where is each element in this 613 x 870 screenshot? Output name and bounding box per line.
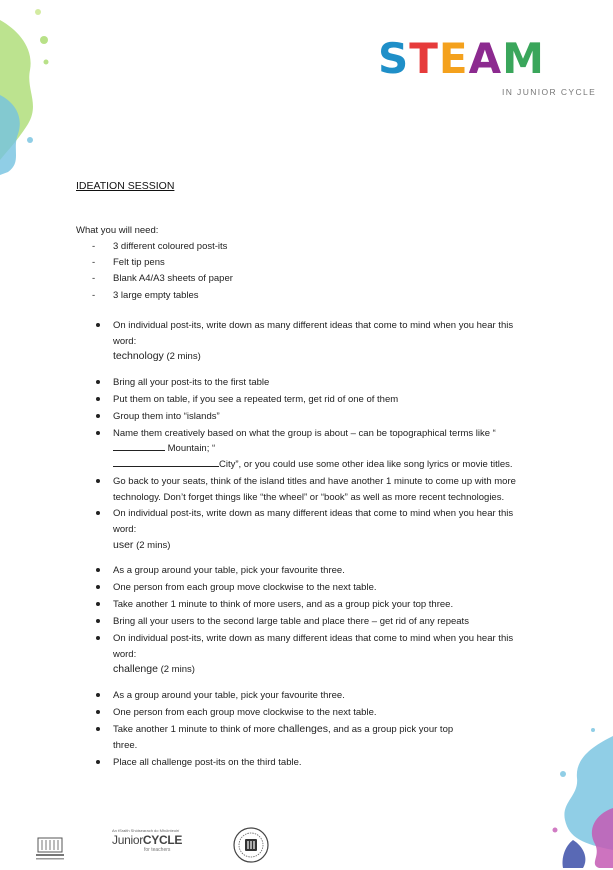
steam-logo-subtitle: IN JUNIOR CYCLE [502, 87, 597, 97]
fill-in-blank [113, 457, 219, 467]
step-time: (2 mins) [166, 351, 201, 363]
steam-logo-letter: M [502, 34, 545, 83]
step-text: On individual post-its, write down as many different ideas that come to mind when you hear this word: [113, 508, 514, 536]
list-item: - Blank A4/A3 sheets of paper [92, 272, 233, 288]
top-left-paint-splash [0, 0, 70, 175]
materials-intro: What you will need: [76, 225, 159, 236]
steam-logo-letter: S [378, 34, 410, 83]
junior-cycle-wordmark: JuniorCYCLE [112, 833, 183, 847]
circular-crest-logo [232, 825, 270, 865]
step-text: On individual post-its, write down as many different ideas that come to mind when you hear this word: [113, 633, 514, 660]
list-item: Go back to your seats, think of the island titles and have another 1 minute to come up with more technology. Don’t forget things like “the wheel” or “book” as well as more recent technologies. [96, 474, 526, 505]
list-item: As a group around your table, pick your favourite three. [96, 688, 526, 704]
list-item: Place all challenge post-its on the third table. [96, 755, 526, 771]
list-item: As a group around your table, pick your favourite three. [96, 563, 526, 579]
steam-logo [378, 34, 598, 104]
government-harp-logo [34, 830, 66, 870]
step-time: (2 mins) [136, 539, 171, 551]
steam-logo-text [378, 34, 598, 84]
fill-in-blank [113, 441, 165, 451]
list-item: One person from each group move clockwise to the next table. [96, 705, 526, 721]
steam-logo-letter: A [468, 34, 503, 83]
materials-list [92, 240, 233, 305]
list-item: Take another 1 minute to think of more users, and as a group pick your top three. [96, 597, 526, 613]
list-item: Name them creatively based on what the group is about – can be topographical terms like “ Mountain; “ City”, or you could use some other idea like song lyrics or movie titles. [96, 426, 526, 473]
step-word-challenge [96, 631, 526, 678]
list-item: - 3 different coloured post-its [92, 240, 233, 256]
list-item: - Felt tip pens [92, 256, 233, 272]
step-text: On individual post-its, write down as many different ideas that come to mind when you hear this word: [113, 320, 514, 347]
steam-logo-letter: T [409, 34, 439, 83]
step-term: challenge [113, 663, 158, 676]
list-item: One person from each group move clockwise to the next table. [96, 580, 526, 596]
list-item: Take another 1 minute to think of more challenges, and as a group pick your top three. [96, 722, 463, 753]
list-item: Bring all your post-its to the first table [96, 375, 526, 391]
steam-logo-letter: E [438, 34, 469, 83]
list-item: - 3 large empty tables [92, 289, 233, 305]
list-item: Bring all your users to the second large table and place there – get rid of any repeats [96, 614, 526, 630]
page-title: IDEATION SESSION [76, 180, 175, 192]
step-term: user [113, 538, 134, 551]
session-steps [96, 318, 526, 772]
step-word-technology [96, 318, 526, 365]
junior-cycle-irish-text: An tSraith Shóisearach do Mhúinteoirí [112, 828, 180, 833]
step-term: technology [113, 350, 164, 363]
list-item: Put them on table, if you see a repeated term, get rid of one of them [96, 392, 526, 408]
step-time: (2 mins) [160, 664, 195, 676]
list-item: Group them into “islands” [96, 409, 526, 425]
junior-cycle-for-teachers: for teachers [144, 847, 171, 853]
step-word-user [96, 506, 526, 553]
junior-cycle-logo [112, 828, 182, 868]
